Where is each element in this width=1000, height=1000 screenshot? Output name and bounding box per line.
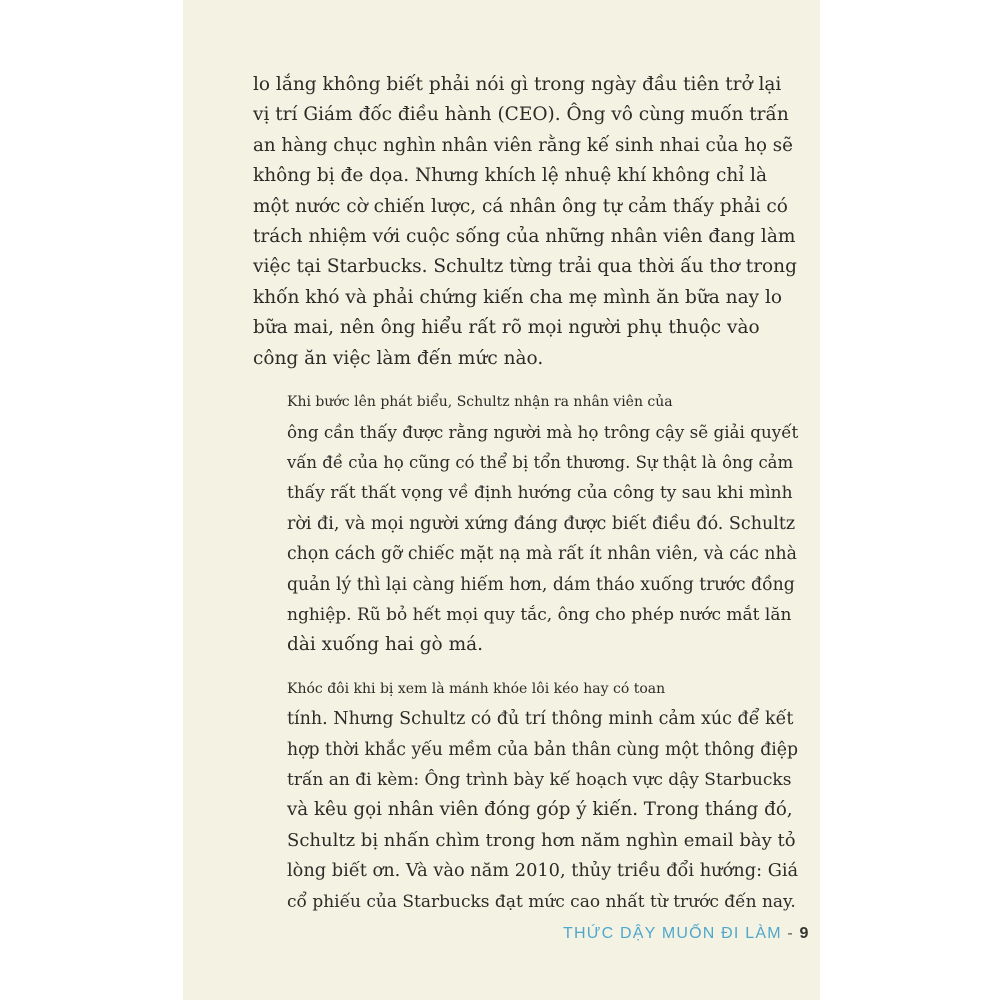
paragraph [253, 387, 798, 661]
text-line: trách nhiệm với cuộc sống của những nhân viên đang làm [253, 226, 796, 248]
text-line: cổ phiếu của Starbucks đạt mức cao nhất từ trước đến nay. [287, 891, 796, 912]
page-footer [563, 925, 810, 943]
text-line: Khóc đôi khi bị xem là mánh khóe lôi kéo hay có toan [287, 680, 666, 697]
page-number: 9 [799, 925, 810, 942]
text-line: an hàng chục nghìn nhân viên rằng kế sinh nhai của họ sẽ [253, 134, 793, 156]
footer-separator: - [781, 925, 800, 942]
text-line: không bị đe dọa. Nhưng khích lệ nhuệ khí không chỉ là [253, 165, 767, 187]
body-text [253, 70, 798, 917]
text-line: việc tại Starbucks. Schultz từng trải qua thời ấu thơ trong [253, 256, 797, 278]
text-line: tính. Nhưng Schultz có đủ trí thông minh cảm xúc để kết [287, 709, 794, 730]
text-line: chọn cách gỡ chiếc mặt nạ mà rất ít nhân viên, và các nhà [287, 544, 797, 565]
paragraph [253, 674, 798, 917]
text-line: và kêu gọi nhân viên đóng góp ý kiến. Trong tháng đó, [287, 799, 793, 821]
running-title: THỨC DẬY MUỐN ĐI LÀM [563, 925, 782, 942]
text-line: ông cần thấy được rằng người mà họ trông cậy sẽ giải quyết [287, 422, 799, 443]
text-line: dài xuống hai gò má. [287, 634, 484, 656]
text-line: một nước cờ chiến lược, cá nhân ông tự cảm thấy phải có [253, 195, 788, 217]
text-line: lòng biết ơn. Và vào năm 2010, thủy triều đổi hướng: Giá [287, 861, 799, 882]
text-line: lo lắng không biết phải nói gì trong ngày đầu tiên trở lại [253, 74, 782, 95]
text-line: nghiệp. Rũ bỏ hết mọi quy tắc, ông cho phép nước mắt lăn [287, 604, 792, 625]
text-line: vị trí Giám đốc điều hành (CEO). Ông vô cùng muốn trấn [253, 104, 789, 126]
text-line: khốn khó và phải chứng kiến cha mẹ mình ăn bữa nay lo [253, 286, 783, 308]
text-line: Khi bước lên phát biểu, Schultz nhận ra nhân viên của [287, 394, 673, 411]
text-line: vấn đề của họ cũng có thể bị tổn thương. Sự thật là ông cảm [287, 452, 794, 472]
text-line: hợp thời khắc yếu mềm của bản thân cùng một thông điệp [287, 739, 799, 760]
paragraph [253, 70, 798, 374]
book-page [183, 0, 820, 1000]
text-line: quản lý thì lại càng hiếm hơn, dám tháo xuống trước đồng [287, 574, 795, 595]
text-line: bữa mai, nên ông hiểu rất rõ mọi người phụ thuộc vào [253, 317, 760, 339]
text-line: thấy rất thất vọng về định hướng của công ty sau khi mình [287, 483, 793, 504]
text-line: Schultz bị nhấn chìm trong hơn năm nghìn email bày tỏ [287, 829, 796, 851]
text-line: rời đi, và mọi người xứng đáng được biết điều đó. Schultz [287, 513, 796, 534]
text-line: công ăn việc làm đến mức nào. [253, 347, 544, 369]
text-line: trấn an đi kèm: Ông trình bày kế hoạch vực dậy Starbucks [287, 769, 792, 790]
